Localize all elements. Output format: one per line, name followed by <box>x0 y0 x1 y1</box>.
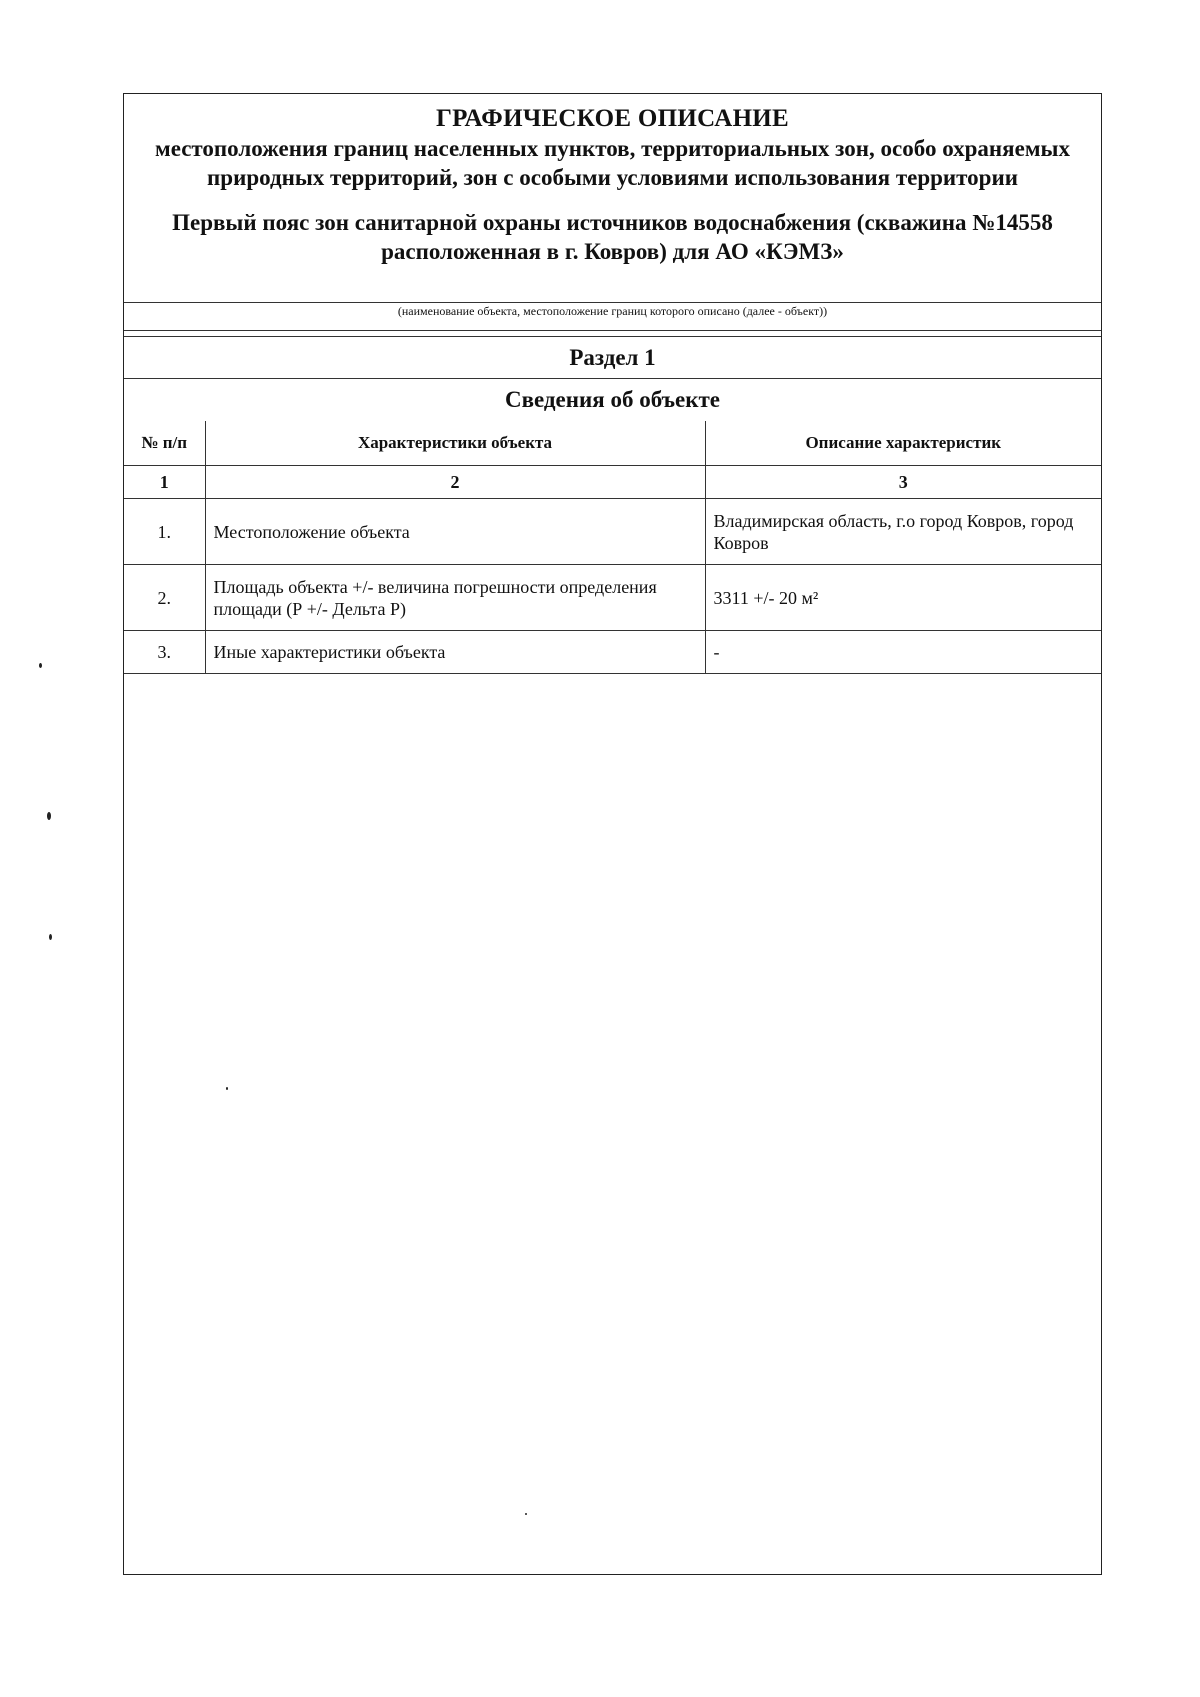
row-characteristic: Местоположение объекта <box>205 499 705 565</box>
scan-speck <box>39 663 42 668</box>
row-description: Владимирская область, г.о город Ковров, город Ковров <box>705 499 1101 565</box>
row-number: 2. <box>124 565 205 631</box>
row-number: 3. <box>124 631 205 674</box>
row-description: - <box>705 631 1101 674</box>
scan-speck <box>49 934 52 940</box>
document-frame <box>123 93 1102 1575</box>
table-row <box>124 499 1101 565</box>
table-header-row <box>124 421 1101 466</box>
object-name-caption: (наименование объекта, местоположение границ которого описано (далее - объект)) <box>397 304 828 318</box>
table-row <box>124 631 1101 674</box>
scan-speck <box>525 1513 527 1515</box>
column-number: 2 <box>205 466 705 499</box>
row-number: 1. <box>124 499 205 565</box>
document-title: ГРАФИЧЕСКОЕ ОПИСАНИЕ <box>435 105 790 132</box>
document-subtitle: местоположения границ населенных пунктов, территориальных зон, особо охраняемых природных территорий, зон с особыми условиями использования территории <box>155 136 1070 190</box>
object-info-table <box>124 421 1101 674</box>
divider <box>124 330 1101 331</box>
scan-speck <box>47 812 51 820</box>
header-description: Описание характеристик <box>705 421 1101 466</box>
row-description: 3311 +/- 20 м² <box>705 565 1101 631</box>
column-number-row <box>124 466 1101 499</box>
scan-speck <box>226 1087 228 1090</box>
section-number: Раздел 1 <box>569 345 656 370</box>
column-number: 1 <box>124 466 205 499</box>
header-characteristic: Характеристики объекта <box>205 421 705 466</box>
section-title: Сведения об объекте <box>504 387 721 412</box>
document-header <box>124 94 1101 302</box>
row-characteristic: Площадь объекта +/- величина погрешности определения площади (Р +/- Дельта Р) <box>205 565 705 631</box>
column-number: 3 <box>705 466 1101 499</box>
table-row <box>124 565 1101 631</box>
header-number: № п/п <box>124 421 205 466</box>
object-name: Первый пояс зон санитарной охраны источников водоснабжения (скважина №14558 расположенная в г. Ковров) для АО «КЭМЗ» <box>172 210 1053 264</box>
row-characteristic: Иные характеристики объекта <box>205 631 705 674</box>
